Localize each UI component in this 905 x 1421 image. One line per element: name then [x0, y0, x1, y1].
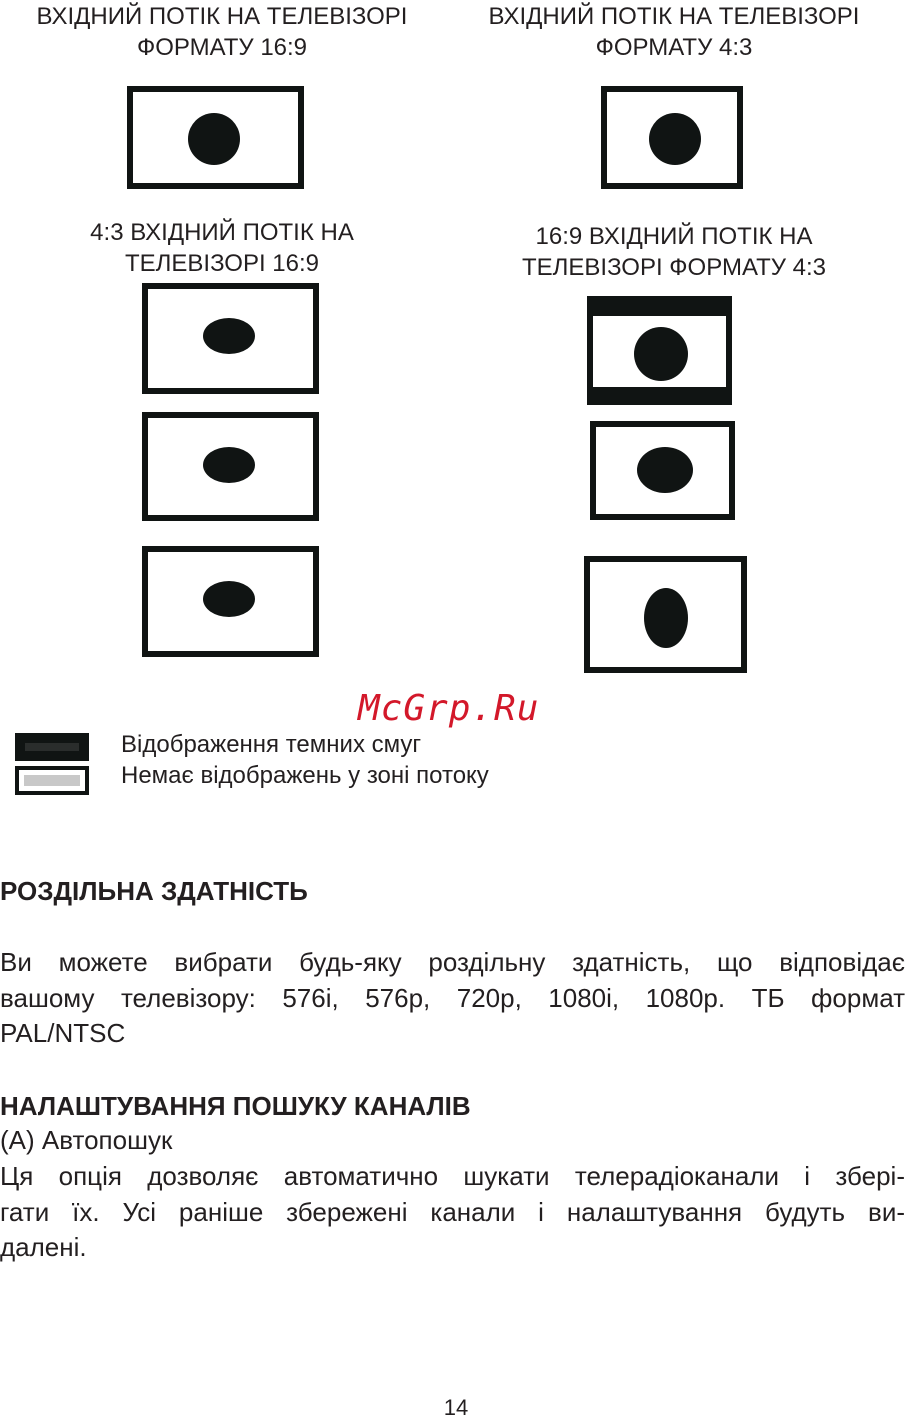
section-title-resolution: РОЗДІЛЬНА ЗДАТНІСТЬ	[0, 876, 308, 906]
legend-dark-label: Відображення темних смуг	[121, 731, 422, 758]
picture-circle	[188, 113, 240, 165]
caption-top-left	[22, 1, 422, 63]
section-title-channel-search: НАЛАШТУВАННЯ ПОШУКУ КАНАЛІВ	[0, 1091, 471, 1121]
tv-4-3-option-2	[590, 421, 735, 520]
tv-4-3-letterbox	[587, 296, 732, 405]
paragraph-line: PAL/NTSC	[0, 1018, 126, 1048]
paragraph-line: Ви можете вибрати будь-яку роздільну здатність, що відповідає	[0, 947, 905, 977]
tv-4-3-screen	[601, 86, 743, 189]
caption-line: ТЕЛЕВІЗОРІ 16:9	[124, 250, 320, 277]
picture-tall-ellipse	[644, 588, 688, 648]
caption-line: 16:9 ВХІДНИЙ ПОТІК НА	[535, 223, 813, 250]
paragraph-line: Ця опція дозволяє автоматично шукати телерадіоканали і зберi-	[0, 1161, 905, 1191]
caption-mid-right	[474, 221, 874, 283]
caption-line: ФОРМАТУ 16:9	[136, 34, 308, 61]
tv-16-9-option-1	[142, 283, 319, 394]
tv-16-9-screen	[127, 86, 304, 189]
picture-circle	[649, 113, 701, 165]
legend-light-swatch	[15, 766, 89, 795]
caption-line: ТЕЛЕВІЗОРІ ФОРМАТУ 4:3	[521, 254, 827, 281]
picture-ellipse	[203, 581, 255, 617]
paragraph-line: вашому телевізору: 576і, 576р, 720р, 1080і, 1080р. ТБ формат	[0, 982, 905, 1013]
paragraph-line: далені.	[0, 1232, 87, 1262]
legend-dark-bar-swatch	[15, 733, 89, 761]
legend-light-label: Немає відображень у зоні потоку	[121, 762, 489, 789]
caption-line: ВХІДНИЙ ПОТІК НА ТЕЛЕВІЗОРІ	[488, 3, 860, 30]
tv-16-9-option-2	[142, 412, 319, 521]
caption-top-right	[474, 1, 874, 63]
channel-search-subtitle: (A) Автопошук	[0, 1125, 173, 1155]
letterbox-bar-top	[593, 302, 726, 316]
page-number: 14	[443, 1395, 469, 1420]
caption-mid-left	[22, 217, 422, 279]
paragraph-line: гати їх. Усі раніше збережені канали і налаштування будуть ви-	[0, 1196, 905, 1227]
letterbox-bar-bottom	[593, 387, 726, 399]
caption-line: ФОРМАТУ 4:3	[595, 34, 753, 61]
caption-line: ВХІДНИЙ ПОТІК НА ТЕЛЕВІЗОРІ	[36, 3, 408, 30]
channel-search-paragraph	[0, 1159, 905, 1266]
legend-dark-inner	[25, 743, 79, 751]
picture-ellipse	[203, 447, 255, 483]
legend-light-inner	[24, 775, 80, 786]
tv-4-3-option-3	[584, 556, 747, 673]
resolution-paragraph	[0, 945, 905, 1052]
picture-circle	[634, 327, 688, 381]
caption-line: 4:3 ВХІДНИЙ ПОТІК НА	[90, 219, 354, 246]
tv-16-9-option-3	[142, 546, 319, 657]
watermark: McGrp.Ru	[358, 688, 540, 729]
picture-ellipse	[203, 318, 255, 354]
picture-ellipse	[637, 447, 693, 493]
